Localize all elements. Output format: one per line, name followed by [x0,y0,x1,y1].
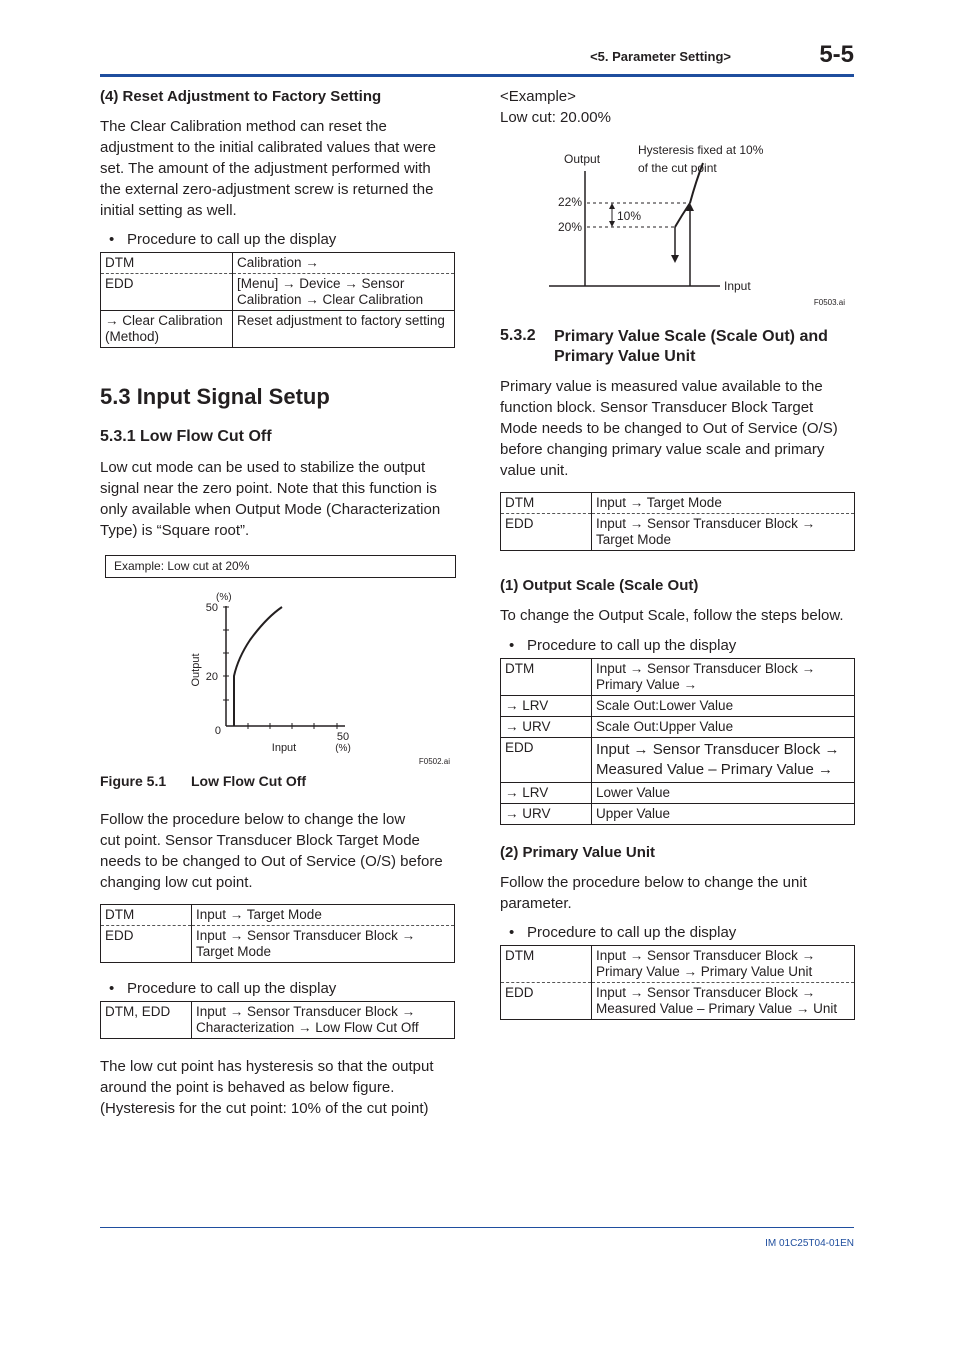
header-rule [100,74,854,77]
fig1-unit-y: (%) [216,592,232,603]
document-code: IM 01C25T04-01EN [765,1238,854,1249]
fig2-label-22: 22% [557,195,582,209]
bullet-procedure: • Procedure to call up the display [127,231,336,248]
primary-value-paragraph: Primary value is measured value available to the function block. Sensor Transducer Block Target Mode needs to be changed to Out of Service (O/S) before changing primary value scale and primary value unit. [500,378,838,479]
fig1-label-x50: 50 [336,731,350,743]
figure-caption-text: Low Flow Cut Off [191,773,307,789]
example-label: <Example> [500,88,576,105]
bullet-procedure-4: • Procedure to call up the display [527,924,736,941]
fig1-id: F0502.ai [418,757,450,766]
fig2-note-1: Hysteresis fixed at 10% [638,143,764,157]
fig2-xlabel: Input [724,279,751,293]
section-5-3-heading: 5.3 Input Signal Setup [100,384,330,409]
reset-paragraph: The Clear Calibration method can reset the adjustment to the initial calibrated values that were set. The amount of the adjustment performed with the external zero-adjustment screw is returned the initial setting as well. [100,118,437,219]
pv-unit-heading: (2) Primary Value Unit [500,844,656,861]
characterization-table: DTM, EDD Input → Sensor Transducer Block → Characterization → Low Flow Cut Off [100,1001,455,1039]
fig2-note-2: of the cut point [638,161,717,175]
running-header-section: <5. Parameter Setting> [590,49,731,64]
footer-rule [100,1227,854,1228]
pv-unit-table: DTM Input → Sensor Transducer Block → Primary Value → Primary Value Unit EDD Input → Sensor Transducer Block → Measured Value – Primary Value → Unit [500,945,855,1020]
reset-procedure-table: DTM Calibration → EDD [Menu] → Device → Sensor Calibration → Clear Calibration → Clear Calibration (Method) Reset adjustment to factory setting [100,252,455,348]
example-box: Example: Low cut at 20% [105,555,456,578]
fig1-xlabel: Input [271,742,297,754]
fig2-10pct-arrow-up [609,203,615,209]
pv-target-mode-table: DTM Input → Target Mode EDD Input → Sensor Transducer Block → Target Mode [500,492,855,551]
bullet-procedure-2: • Procedure to call up the display [127,980,336,997]
lowcut-paragraph: Low cut mode can be used to stabilize the output signal near the zero point. Note that this function is only available when Output Mode (Characterization Type) is “Square root”. [100,459,441,539]
section-5-3-2-title: Primary Value Scale (Scale Out) and Primary Value Unit [554,328,828,365]
fig2-ylabel: Output [564,152,601,166]
figure-caption-number: Figure 5.1 [100,773,167,789]
fig2-id: F0503.ai [813,298,845,307]
fig1-label-0: 0 [214,725,221,737]
fig2-label-10: 10% [617,209,642,223]
output-scale-table: DTM Input → Sensor Transducer Block → Primary Value → → LRV Scale Out:Lower Value → URV Scale Out:Upper Value EDD Input → Sensor Transducer Block → Measured Value – Primary Value → → LRV Lower Value → URV Upper Value [500,658,855,825]
fig2-label-20: 20% [557,220,582,234]
hysteresis-paragraph: The low cut point has hysteresis so that the output around the point is behaved as below figure. (Hysteresis for the cut point: 10% of the cut point) [100,1058,434,1117]
example-value: Low cut: 20.00% [500,109,611,126]
output-scale-heading: (1) Output Scale (Scale Out) [500,577,699,594]
fig1-ylabel: Output [190,653,202,687]
fig2-curve-lower [675,203,690,227]
fig1-label-20: 20 [205,671,218,683]
lowcut-target-mode-table: DTM Input → Target Mode EDD Input → Sensor Transducer Block → Target Mode [100,904,455,963]
hysteresis-figure [540,135,854,310]
output-scale-paragraph: To change the Output Scale, follow the steps below. [500,607,844,624]
fig2-down-arrow [671,255,679,263]
reset-heading: (4) Reset Adjustment to Factory Setting [100,88,382,105]
pv-unit-paragraph: Follow the procedure below to change the unit parameter. [500,874,807,912]
follow-paragraph: Follow the procedure below to change the low cut point. Sensor Transducer Block Target Mode needs to be changed to Out of Service (O/S) before changing low cut point. [100,811,443,891]
fig1-curve [234,607,282,726]
fig1-label-50: 50 [205,602,218,614]
section-5-3-2-number: 5.3.2 [500,327,536,344]
low-flow-cut-off-figure [100,580,460,770]
fig2-10pct-arrow-down [609,221,615,227]
bullet-procedure-3: • Procedure to call up the display [527,637,736,654]
page-number: 5-5 [819,41,854,68]
fig1-unit-x: (%) [335,743,351,754]
section-5-3-1-heading: 5.3.1 Low Flow Cut Off [100,428,272,445]
